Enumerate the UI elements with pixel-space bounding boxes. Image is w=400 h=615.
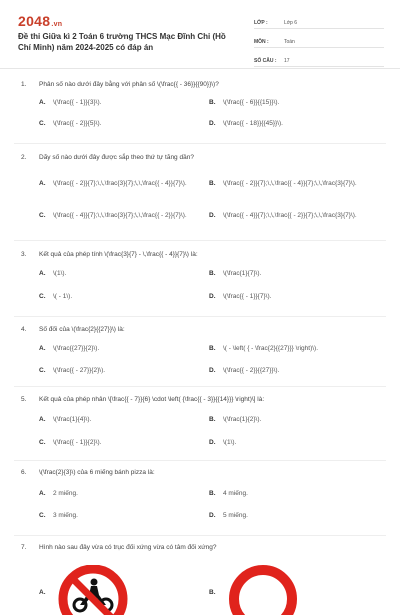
- option-a[interactable]: [39, 167, 209, 199]
- option-text: \(\frac{{ - 18}}{{45}}\).: [223, 120, 283, 127]
- option-text: 2 miếng.: [53, 489, 78, 497]
- meta-row-lop: [254, 13, 384, 29]
- option-text: \(\frac{{ - 2}}{{27}}\).: [223, 366, 280, 374]
- option-letter: D.: [209, 120, 216, 127]
- exam-meta: [254, 13, 384, 70]
- option-letter: A.: [39, 416, 46, 423]
- option-b[interactable]: [209, 337, 379, 359]
- question-number: 3.: [21, 251, 27, 258]
- option-letter: A.: [39, 270, 46, 277]
- option-letter: D.: [209, 211, 216, 219]
- options: [39, 482, 400, 526]
- question-number: 5.: [21, 396, 27, 403]
- option-text: \(\frac{1}{7}\).: [223, 270, 262, 277]
- question-number: 7.: [21, 544, 27, 551]
- option-a[interactable]: [39, 408, 209, 431]
- options: [39, 92, 400, 134]
- option-text: \( - 1\).: [53, 293, 73, 300]
- option-a[interactable]: [39, 262, 209, 285]
- option-letter: A.: [39, 589, 46, 596]
- option-a[interactable]: [39, 565, 209, 615]
- option-letter: C.: [39, 120, 46, 127]
- option-letter: D.: [209, 511, 216, 519]
- question-header: [0, 536, 400, 551]
- option-letter: C.: [39, 366, 46, 374]
- option-d[interactable]: [209, 113, 379, 134]
- options: [39, 337, 400, 381]
- option-d[interactable]: [209, 431, 379, 454]
- question-5: [0, 387, 400, 460]
- meta-value: Lớp 6: [284, 20, 298, 26]
- option-letter: C.: [39, 211, 46, 219]
- option-text: \(\frac{{ - 6}}{{15}}\).: [223, 99, 280, 106]
- option-letter: D.: [209, 366, 216, 374]
- question-7: [0, 536, 400, 596]
- option-c[interactable]: [39, 359, 209, 381]
- option-letter: D.: [209, 293, 216, 300]
- question-6: [0, 461, 400, 535]
- question-text: Số đối của \(\frac{2}{{27}}\) là:: [39, 326, 125, 333]
- question-text: Hình nào sau đây vừa có trục đối xứng vừa có tâm đối xứng?: [39, 544, 217, 551]
- question-header: [0, 144, 400, 161]
- option-a[interactable]: [39, 92, 209, 113]
- option-text: \(\frac{{ - 4}}{7};\,\,\frac{{ - 2}}{7};\,\,\frac{3}{7}\).: [223, 211, 357, 219]
- option-text: \(\frac{{ - 1}}{7}\).: [223, 293, 272, 300]
- question-number: 1.: [21, 81, 27, 88]
- option-text: 3 miếng.: [53, 511, 78, 519]
- option-b[interactable]: [209, 167, 379, 199]
- option-b[interactable]: [209, 482, 379, 504]
- option-text: \(\frac{{ - 1}}{2}\).: [53, 439, 102, 446]
- no-motorcycle-sign-icon: [57, 565, 129, 615]
- option-text: \(\frac{{ - 2}}{5}\).: [53, 120, 102, 127]
- question-header: [0, 241, 400, 258]
- logo-suffix: .vn: [51, 21, 63, 28]
- option-letter: B.: [209, 489, 216, 497]
- option-letter: C.: [39, 511, 46, 519]
- header: [0, 0, 400, 69]
- option-d[interactable]: [209, 285, 379, 308]
- question-number: 2.: [21, 154, 27, 161]
- question-3: [0, 241, 400, 316]
- option-text: 4 miếng.: [223, 489, 248, 497]
- question-number: 6.: [21, 469, 27, 476]
- option-b[interactable]: [209, 262, 379, 285]
- option-text: \(\frac{{ - 2}}{7};\,\,\frac{{ - 4}}{7};\,\,\frac{3}{7}\).: [223, 179, 357, 187]
- meta-row-mon: [254, 32, 384, 48]
- option-text: \(\frac{1}{4}\).: [53, 416, 92, 423]
- meta-row-socau: [254, 51, 384, 67]
- option-text: \(1\).: [53, 270, 67, 277]
- question-header: [0, 317, 400, 333]
- option-letter: B.: [209, 270, 216, 277]
- option-letter: B.: [209, 99, 216, 106]
- option-c[interactable]: [39, 504, 209, 526]
- options: [39, 167, 400, 231]
- option-text: \(\frac{1}{2}\).: [223, 416, 262, 423]
- option-c[interactable]: [39, 431, 209, 454]
- options: [39, 262, 400, 308]
- option-text: \(\frac{{27}}{2}\).: [53, 344, 100, 352]
- question-text: Dãy số nào dưới đây được sắp theo thứ tự tăng dần?: [39, 154, 194, 161]
- option-c[interactable]: [39, 199, 209, 231]
- options: [39, 408, 400, 454]
- option-b[interactable]: [209, 565, 379, 615]
- question-header: [0, 387, 400, 403]
- option-letter: D.: [209, 439, 216, 446]
- question-1: [0, 68, 400, 143]
- question-text: \(\frac{2}{3}\) của 6 miếng bánh pizza là:: [39, 469, 155, 476]
- option-a[interactable]: [39, 482, 209, 504]
- option-c[interactable]: [39, 113, 209, 134]
- question-2: [0, 144, 400, 240]
- option-letter: B.: [209, 344, 216, 352]
- site-logo[interactable]: [18, 13, 62, 29]
- option-text: \(1\).: [223, 439, 237, 446]
- logo-text: 2048: [18, 13, 51, 29]
- exam-title: Đề thi Giữa kì 2 Toán 6 trường THCS Mạc Đĩnh Chi (Hồ Chí Minh) năm 2024-2025 có đáp án: [18, 32, 226, 52]
- image-options: [39, 565, 400, 615]
- question-list: [0, 68, 400, 596]
- meta-value: 17: [284, 58, 290, 64]
- option-b[interactable]: [209, 408, 379, 431]
- question-4: [0, 317, 400, 386]
- question-text: Kết quả của phép tính \(\frac{3}{7} - \,\frac{{ - 4}}{7}\) là:: [39, 251, 198, 258]
- option-letter: A.: [39, 99, 46, 106]
- option-letter: A.: [39, 179, 46, 187]
- no-entry-ring-sign-icon: [227, 565, 299, 615]
- option-letter: B.: [209, 179, 216, 187]
- option-c[interactable]: [39, 285, 209, 308]
- question-header: [0, 461, 400, 476]
- option-text: \(\frac{{ - 4}}{7};\,\,\frac{3}{7};\,\,\frac{{ - 2}}{7}\).: [53, 211, 187, 219]
- option-d[interactable]: [209, 199, 379, 231]
- option-letter: B.: [209, 589, 216, 596]
- option-letter: C.: [39, 439, 46, 446]
- option-text: \(\frac{{ - 1}}{3}\).: [53, 99, 102, 106]
- option-d[interactable]: [209, 504, 379, 526]
- option-text: \(\frac{{ - 27}}{2}\).: [53, 366, 106, 374]
- option-d[interactable]: [209, 359, 379, 381]
- question-text: Kết quả của phép nhân \[\frac{{ - 7}}{6} \cdot \left( {\frac{{ - 3}}{{14}}} \right)\] là:: [39, 396, 265, 403]
- question-number: 4.: [21, 326, 27, 333]
- option-letter: B.: [209, 416, 216, 423]
- option-letter: A.: [39, 489, 46, 497]
- option-letter: C.: [39, 293, 46, 300]
- meta-label: SỐ CÂU :: [254, 58, 277, 64]
- option-letter: A.: [39, 344, 46, 352]
- question-text: Phân số nào dưới đây bằng với phân số \(\frac{{ - 36}}{{90}}\)?: [39, 81, 219, 88]
- option-text: \( - \left( { - \frac{2}{{27}}} \right)\).: [223, 344, 319, 352]
- option-text: \(\frac{{ - 2}}{7};\,\,\frac{3}{7};\,\,\frac{{ - 4}}{7}\).: [53, 179, 187, 187]
- option-a[interactable]: [39, 337, 209, 359]
- question-header: [0, 68, 400, 88]
- option-b[interactable]: [209, 92, 379, 113]
- meta-label: LỚP :: [254, 20, 268, 26]
- option-text: 5 miếng.: [223, 511, 248, 519]
- meta-value: Toán: [284, 39, 295, 45]
- meta-label: MÔN :: [254, 39, 269, 45]
